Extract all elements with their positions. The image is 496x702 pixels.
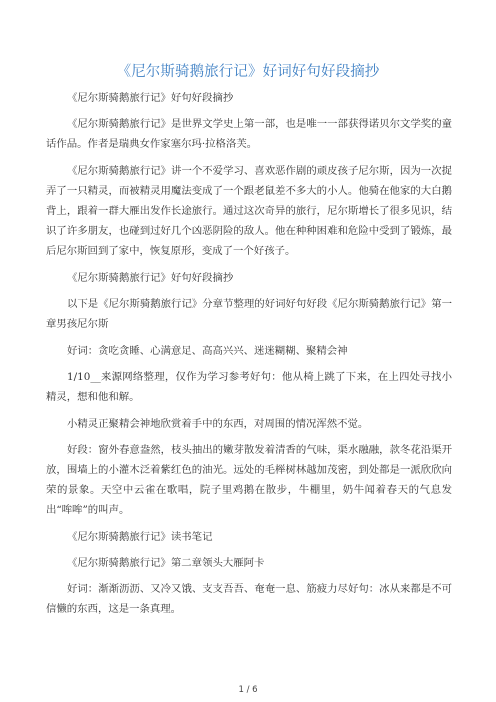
paragraph: 《尼尔斯骑鹅旅行记》第二章领头大雁阿卡 [67, 557, 265, 569]
paragraph: 《尼尔斯骑鹅旅行记》好句好段摘抄 [67, 92, 234, 104]
paragraph: 小精灵正聚精会神地欣赏着手中的东西，对周围的情况浑然不觉。 [67, 418, 369, 430]
paragraph: 《尼尔斯骑鹅旅行记》读书笔记 [67, 531, 213, 543]
paragraph: 《尼尔斯骑鹅旅行记》讲一个不爱学习、喜欢恶作剧的顽皮孩子尼尔斯，因为一次捉弄了一只精灵，而被精灵用魔法变成了一个跟老鼠差不多大的小人。他骑在他家的大白鹅背上，跟着一群大雁出发作长途旅行。通过这次奇异的旅行，尼尔斯增长了很多见识，结识了许多朋友，也碰到过好几个凶恶阴险的敌人。他在种种困难和危险中受到了锻炼，最后尼尔斯回到了家中，恢复原形，变成了一个好孩子。 [46, 165, 452, 257]
paragraph: 好词：贪吃贪睡、心满意足、高高兴兴、迷迷糊糊、聚精会神 [67, 345, 348, 357]
paragraph: 好词：渐渐沥沥、又冷又饿、支支吾吾、奄奄一息、筋疲力尽好句：冰从来都是不可信懒的东西，这是一条真理。 [46, 583, 452, 615]
document-body [46, 88, 452, 626]
paragraph: 《尼尔斯骑鹅旅行记》好句好段摘抄 [67, 272, 234, 284]
paragraph: 《尼尔斯骑鹅旅行记》是世界文学史上第一部，也是唯一一部获得诺贝尔文学奖的童话作品。作者是瑞典女作家塞尔玛·拉格洛芙。 [46, 118, 452, 150]
page-number: 1 / 6 [238, 685, 258, 695]
paragraph: 1/10__来源网络整理，仅作为学习参考好句：他从椅上跳了下来，在上四处寻找小精灵，想和他和解。 [46, 371, 452, 403]
paragraph: 以下是《尼尔斯骑鹅旅行记》分章节整理的好词好句好段《尼尔斯骑鹅旅行记》第一章男孩尼尔斯 [46, 298, 452, 330]
document-title: 《尼尔斯骑鹅旅行记》好词好句好段摘抄 [116, 64, 380, 80]
paragraph: 好段：窗外春意盎然，枝头抽出的嫩芽散发着清香的气味，渠水融融，款冬花沿渠开放，围墙上的小灌木泛着紫红色的油光。远处的毛榉树林越加茂密，到处都是一派欣欣向荣的景象。天空中云雀在歌唱，院子里鸡鹅在散步，牛棚里，奶牛闻着春天的气息发出“哞哞”的叫声。 [46, 444, 452, 516]
